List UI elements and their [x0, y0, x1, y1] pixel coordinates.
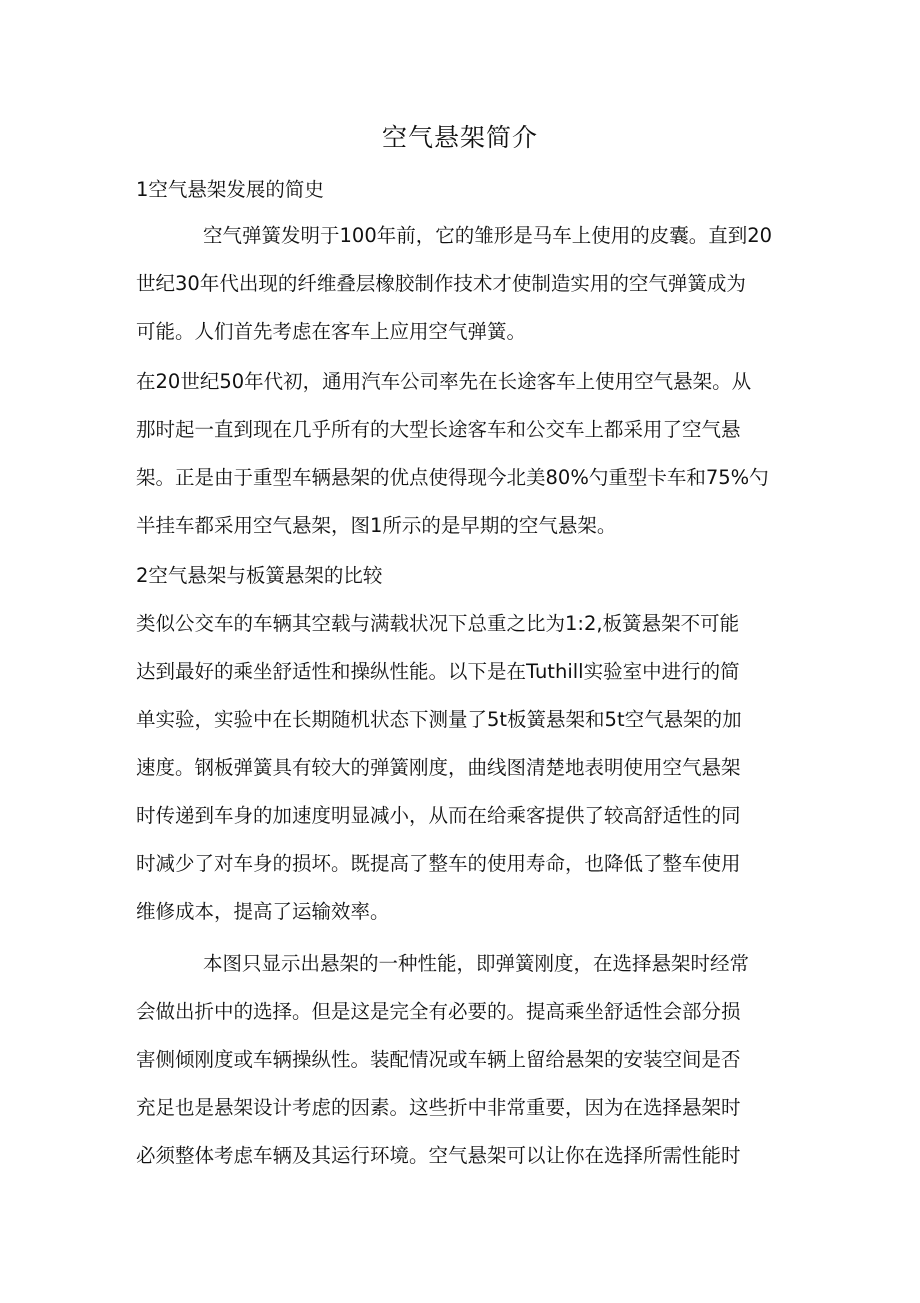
text-line: 类似公交车的车辆其空载与满载状况下总重之比为1:2,板簧悬架不可能 [136, 612, 740, 635]
text-line: 害侧倾刚度或车辆操纵性。装配情况或车辆上留给悬架的安装空间是否 [136, 1048, 741, 1071]
text-line: 达到最好的乘坐舒适性和操纵性能。以下是在Tuthill实验室中进行的简 [136, 660, 740, 683]
text-line: 单实验，实验中在长期随机状态下测量了5t板簧悬架和5t空气悬架的加 [136, 708, 742, 731]
text-line: 速度。钢板弹簧具有较大的弹簧刚度，曲线图清楚地表明使用空气悬架 [136, 756, 741, 779]
text-line: 半挂车都采用空气悬架，图1所示的是早期的空气悬架。 [136, 514, 617, 537]
section-heading-history: 1空气悬架发展的简史 [136, 178, 324, 201]
text-line: 必须整体考虑车辆及其运行环境。空气悬架可以让你在选择所需性能时 [136, 1144, 741, 1167]
text-line: 架。正是由于重型车辆悬架的优点使得现今北美80%勺重型卡车和75%勺 [136, 466, 769, 489]
paragraph-leaf-vs-air [136, 600, 786, 936]
page-title: 空气悬架简介 [381, 123, 538, 152]
text-line: 可能。人们首先考虑在客车上应用空气弹簧。 [136, 320, 527, 343]
text-line: 本图只显示出悬架的一种性能，即弹簧刚度，在选择悬架时经常 [203, 952, 750, 975]
paragraph-gm-adoption [136, 358, 786, 550]
text-line: 维修成本，提高了运输效率。 [136, 900, 390, 923]
paragraph-tradeoffs [136, 940, 786, 1180]
text-line: 时减少了对车身的损坏。既提高了整车的使用寿命，也降低了整车使用 [136, 852, 741, 875]
text-line: 在20世纪50年代初，通用汽车公司率先在长途客车上使用空气悬架。从 [136, 370, 752, 393]
text-line: 时传递到车身的加速度明显减小，从而在给乘客提供了较高舒适性的同 [136, 804, 741, 827]
paragraph-air-spring-origin [136, 212, 786, 356]
text-line: 会做出折中的选择。但是这是完全有必要的。提高乘坐舒适性会部分损 [136, 1000, 741, 1023]
text-line: 世纪30年代出现的纤维叠层橡胶制作技术才使制造实用的空气弹簧成为 [136, 272, 746, 295]
section-heading-comparison: 2空气悬架与板簧悬架的比较 [136, 564, 383, 587]
text-line: 那时起一直到现在几乎所有的大型长途客车和公交车上都采用了空气悬 [136, 418, 741, 441]
text-line: 充足也是悬架设计考虑的因素。这些折中非常重要，因为在选择悬架时 [136, 1096, 741, 1119]
text-line: 空气弹簧发明于100年前，它的雏形是马车上使用的皮囊。直到20 [203, 224, 773, 247]
